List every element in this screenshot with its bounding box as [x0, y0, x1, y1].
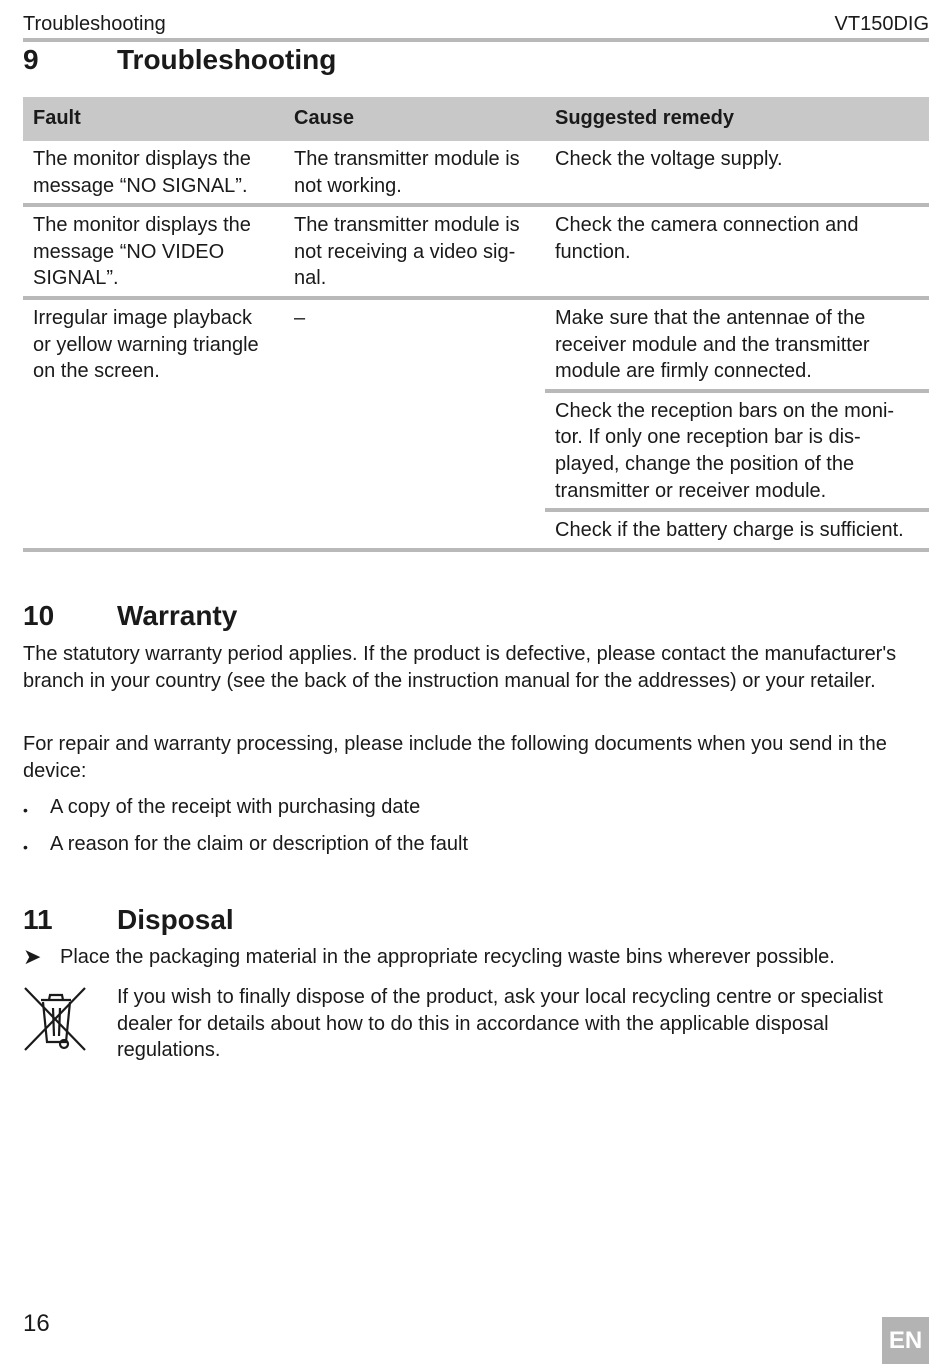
manual-page	[23, 0, 929, 1354]
table-header-row	[23, 97, 929, 141]
section-number: 9	[23, 44, 39, 75]
section-11-heading	[23, 906, 234, 934]
list-item-text: A copy of the receipt with purchasing date	[50, 796, 421, 818]
section-title: Troubleshooting	[117, 44, 337, 75]
disposal-note	[23, 984, 929, 1064]
section-number: 11	[23, 904, 53, 935]
header-rule	[23, 38, 929, 42]
running-header	[23, 0, 929, 36]
header-model: VT150DIG	[834, 13, 929, 35]
page-number: 16	[23, 1310, 50, 1337]
remedy-cell: Check the voltage supply.	[545, 141, 929, 205]
list-item	[23, 794, 468, 831]
warranty-documents-paragraph: For repair and warranty processing, please include the following documents when you send in the device:	[23, 733, 887, 782]
arrow-right-icon: ➤	[23, 944, 42, 969]
language-badge: EN	[882, 1317, 929, 1364]
section-title: Warranty	[117, 600, 238, 631]
fault-cell: The monitor displays the message “NO VIDEO SIGNAL”.	[23, 205, 284, 298]
cause-cell: The transmitter module is not receiving a video sig-nal.	[284, 205, 545, 298]
table-row	[23, 205, 929, 298]
table-row	[23, 141, 929, 205]
remedy-cell: Check the reception bars on the moni-tor. If only one reception bar is dis-played, change the position of the transmitter or receiver module.	[545, 391, 929, 510]
fault-cell: The monitor displays the message “NO SIGNAL”.	[23, 141, 284, 205]
crossed-out-wheelie-bin-icon	[23, 984, 117, 1064]
list-item	[23, 831, 468, 868]
list-item-text: A reason for the claim or description of the fault	[50, 833, 468, 855]
fault-cell: Irregular image playback or yellow warning triangle on the screen.	[23, 298, 284, 550]
remedy-cell: Check the camera connection and function.	[545, 205, 929, 298]
cause-cell: –	[284, 298, 545, 550]
remedy-cell: Check if the battery charge is sufficient.	[545, 510, 929, 550]
column-header-fault: Fault	[23, 97, 284, 141]
header-section-title: Troubleshooting	[23, 13, 166, 35]
section-title: Disposal	[117, 904, 234, 935]
section-9-heading	[23, 46, 336, 74]
troubleshooting-table	[23, 97, 929, 552]
documents-list	[23, 794, 468, 868]
instruction-text: Place the packaging material in the appropriate recycling waste bins wherever possible.	[60, 946, 835, 968]
section-10-heading	[23, 602, 237, 630]
warranty-paragraph: The statutory warranty period applies. If the product is defective, please contact the manufacturer's branch in your country (see the back of the instruction manual for the addresses) or your retailer.	[23, 643, 897, 692]
column-header-remedy: Suggested remedy	[545, 97, 929, 141]
bullet-icon: •	[23, 802, 28, 818]
remedy-cell: Make sure that the antennae of the receiver module and the transmitter module are firmly connected.	[545, 298, 929, 391]
section-number: 10	[23, 600, 55, 631]
packaging-instruction	[23, 944, 929, 971]
cause-cell: The transmitter module is not working.	[284, 141, 545, 205]
bullet-icon: •	[23, 839, 28, 855]
disposal-note-text: If you wish to finally dispose of the product, ask your local recycling centre or specialist dealer for details about how to do this in accordance with the applicable disposal regulations.	[117, 986, 883, 1062]
column-header-cause: Cause	[284, 97, 545, 141]
table-row	[23, 298, 929, 391]
